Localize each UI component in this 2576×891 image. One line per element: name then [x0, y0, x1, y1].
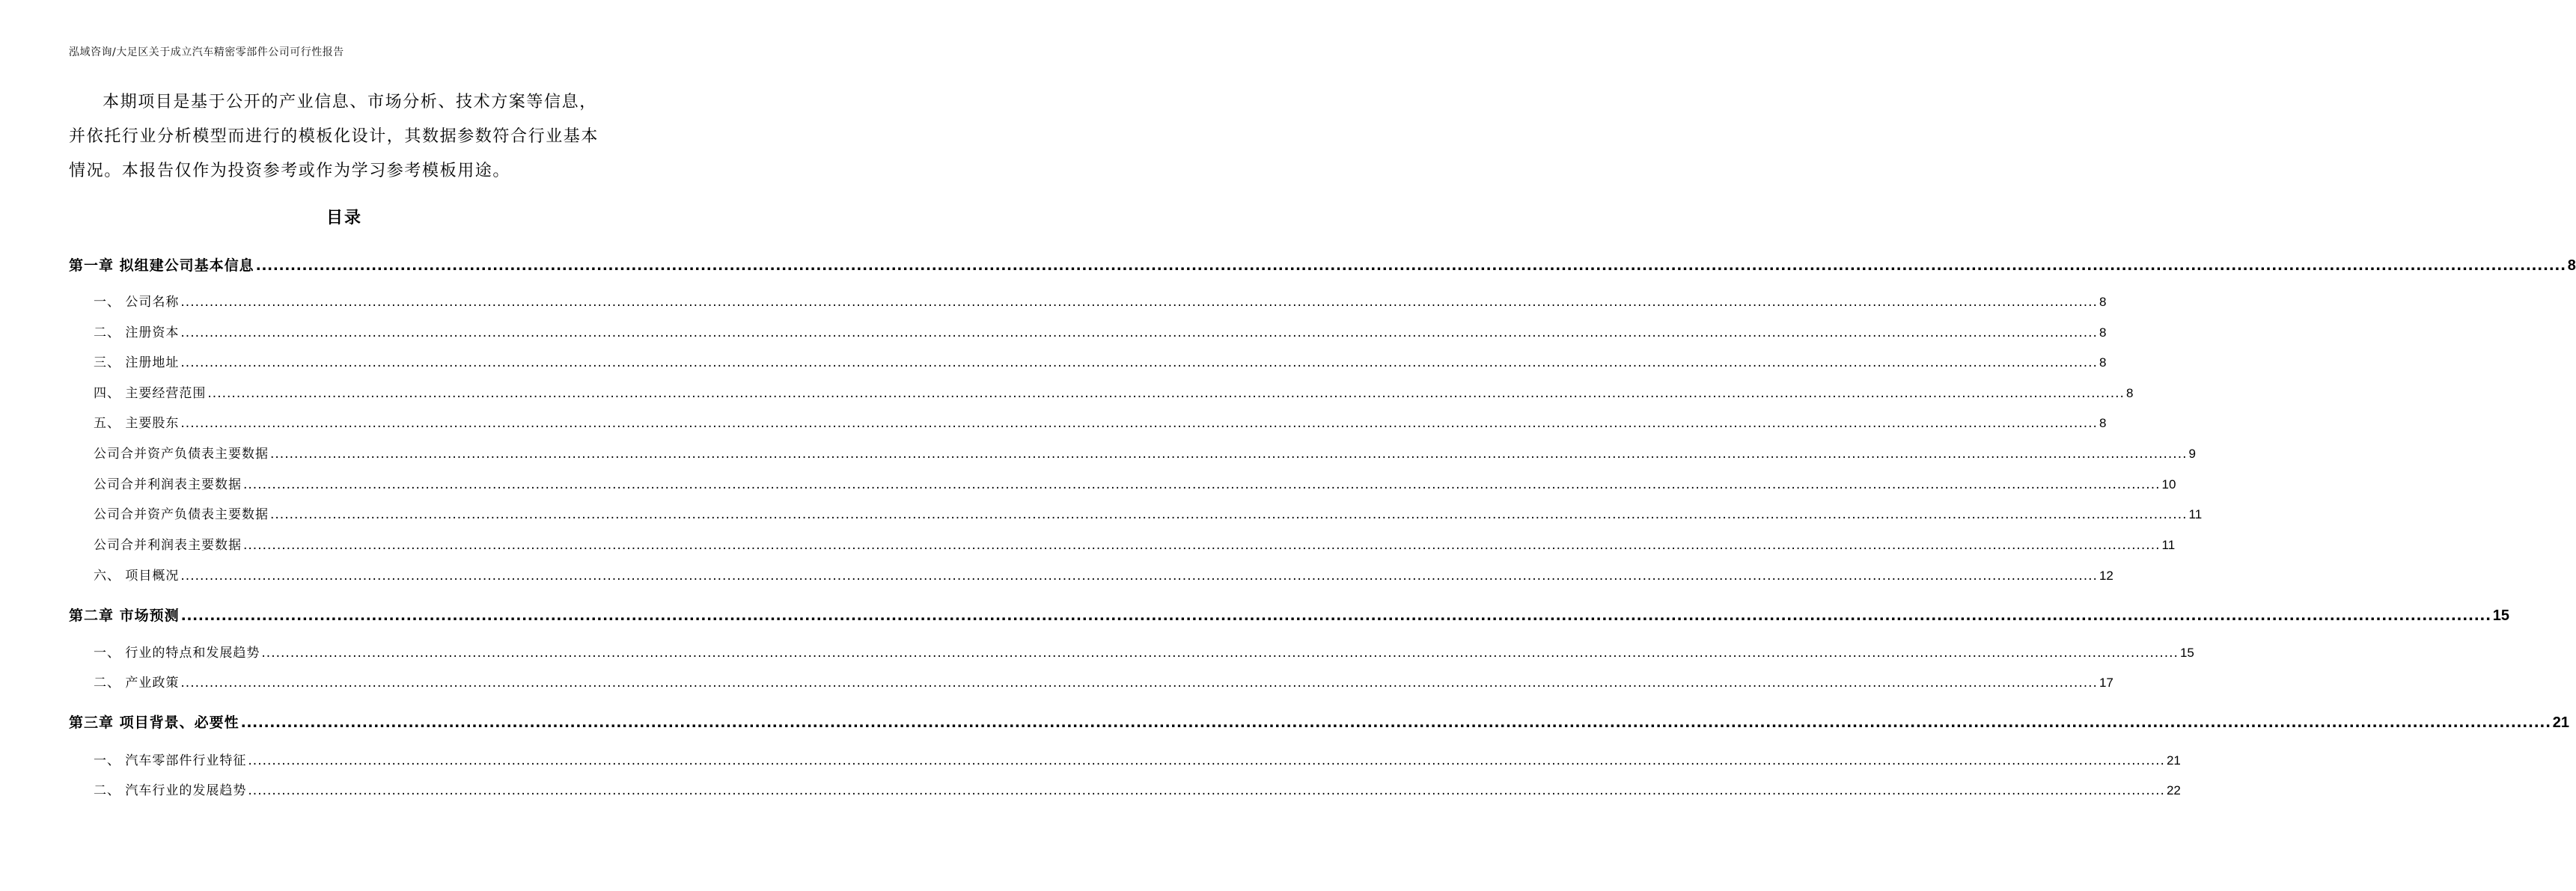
toc-dot-leader: ................................................................................................................................................................................................................................................................................................................................................................................................................ — [180, 325, 2098, 340]
toc-section-entry[interactable] — [94, 536, 2176, 555]
running-header: 泓域咨询/大足区关于成立汽车精密零部件公司可行性报告 — [69, 46, 344, 58]
toc-section-entry[interactable] — [94, 384, 2134, 403]
toc-section-entry[interactable] — [94, 353, 2107, 373]
toc-dot-leader: ................................................................................................................................................................................................................................................................................................................................................................................................................ — [180, 355, 2098, 370]
toc-entry-label: 公司合并资产负债表主要数据 — [94, 447, 269, 462]
toc-entry-label: 公司合并资产负债表主要数据 — [94, 507, 269, 522]
toc-dot-leader: ................................................................................................................................................................................................................................................................................................................................................................................................................ — [248, 753, 2165, 768]
toc-section-entry[interactable] — [94, 293, 2107, 312]
toc-section-entry[interactable] — [94, 673, 2113, 693]
toc-chapter-entry[interactable] — [69, 604, 2509, 627]
toc-page-number: 11 — [2161, 538, 2176, 552]
toc-section-entry[interactable] — [94, 414, 2107, 433]
toc-entry-label: 一、 行业的特点和发展趋势 — [94, 646, 260, 661]
toc-entry-label: 五、 主要股东 — [94, 416, 180, 431]
toc-section-entry[interactable] — [94, 643, 2194, 663]
toc-section-entry[interactable] — [94, 444, 2196, 464]
toc-entry-label: 公司合并利润表主要数据 — [94, 477, 242, 492]
toc-page-number: 17 — [2099, 676, 2113, 690]
toc-page-number: 10 — [2161, 477, 2176, 492]
toc-title: 目录 — [326, 209, 362, 227]
toc-page-number: 11 — [2188, 507, 2203, 521]
toc-chapter-entry[interactable] — [69, 711, 2569, 734]
toc-entry-label: 一、 公司名称 — [94, 295, 180, 310]
toc-section-entry[interactable] — [94, 751, 2181, 771]
toc-entry-label: 四、 主要经营范围 — [94, 386, 207, 401]
toc-entry-label: 第一章 拟组建公司基本信息 — [69, 257, 254, 274]
toc-page-number: 9 — [2188, 447, 2196, 461]
toc-dot-leader: ................................................................................................................................................................................................................................................................................................................................................................................................................ — [261, 646, 2179, 661]
toc-page-number: 22 — [2166, 783, 2181, 797]
toc-dot-leader: ................................................................................................................................................................................................................................................................................................................................................................................................................ — [270, 507, 2188, 522]
intro-line: 并依托行业分析模型而进行的模板化设计，其数据参数符合行业基本 — [69, 127, 599, 146]
toc-entry-label: 三、 注册地址 — [94, 355, 180, 370]
toc-page-number: 8 — [2099, 355, 2107, 370]
toc-dot-leader: ................................................................................................................................................................................................................................................................................................................................................................................................................ — [240, 714, 2551, 731]
toc-dot-leader: ................................................................................................................................................................................................................................................................................................................................................................................................................ — [180, 607, 2491, 624]
toc-entry-label: 第二章 市场预测 — [69, 607, 180, 624]
toc-section-entry[interactable] — [94, 323, 2107, 343]
toc-dot-leader: ................................................................................................................................................................................................................................................................................................................................................................................................................ — [255, 257, 2566, 274]
toc-entry-label: 二、 产业政策 — [94, 676, 180, 691]
toc-dot-leader: ................................................................................................................................................................................................................................................................................................................................................................................................................ — [248, 783, 2165, 798]
toc-section-entry[interactable] — [94, 505, 2203, 524]
toc-page-number: 8 — [2099, 295, 2107, 309]
toc-section-entry[interactable] — [94, 566, 2113, 586]
intro-line: 情况。本报告仅作为投资参考或作为学习参考模板用途。 — [69, 162, 511, 180]
toc-page-number: 8 — [2125, 386, 2134, 400]
toc-dot-leader: ................................................................................................................................................................................................................................................................................................................................................................................................................ — [180, 569, 2098, 584]
toc-page-number: 8 — [2099, 416, 2107, 430]
toc-dot-leader: ................................................................................................................................................................................................................................................................................................................................................................................................................ — [243, 477, 2161, 492]
toc-entry-label: 二、 汽车行业的发展趋势 — [94, 783, 247, 798]
intro-line: 本期项目是基于公开的产业信息、市场分析、技术方案等信息， — [103, 93, 597, 111]
toc-dot-leader: ................................................................................................................................................................................................................................................................................................................................................................................................................ — [207, 386, 2125, 401]
toc-entry-label: 第三章 项目背景、必要性 — [69, 714, 239, 731]
toc-dot-leader: ................................................................................................................................................................................................................................................................................................................................................................................................................ — [243, 538, 2161, 553]
toc-page-number: 8 — [2099, 325, 2107, 340]
toc-page-number: 8 — [2567, 257, 2576, 274]
toc-page-number: 15 — [2179, 646, 2194, 660]
toc-dot-leader: ................................................................................................................................................................................................................................................................................................................................................................................................................ — [180, 295, 2098, 310]
toc-page-number: 21 — [2552, 714, 2569, 731]
toc-page-number: 15 — [2492, 607, 2509, 624]
toc-section-entry[interactable] — [94, 781, 2181, 800]
toc-dot-leader: ................................................................................................................................................................................................................................................................................................................................................................................................................ — [180, 416, 2098, 431]
toc-entry-label: 二、 注册资本 — [94, 325, 180, 340]
toc-section-entry[interactable] — [94, 475, 2176, 495]
toc-page-number: 21 — [2166, 753, 2181, 768]
toc-dot-leader: ................................................................................................................................................................................................................................................................................................................................................................................................................ — [270, 447, 2188, 462]
toc-entry-label: 六、 项目概况 — [94, 569, 180, 584]
toc-chapter-entry[interactable] — [69, 254, 2576, 277]
toc-entry-label: 公司合并利润表主要数据 — [94, 538, 242, 553]
toc-entry-label: 一、 汽车零部件行业特征 — [94, 753, 247, 768]
toc-page-number: 12 — [2099, 569, 2113, 583]
toc-dot-leader: ................................................................................................................................................................................................................................................................................................................................................................................................................ — [180, 676, 2098, 691]
